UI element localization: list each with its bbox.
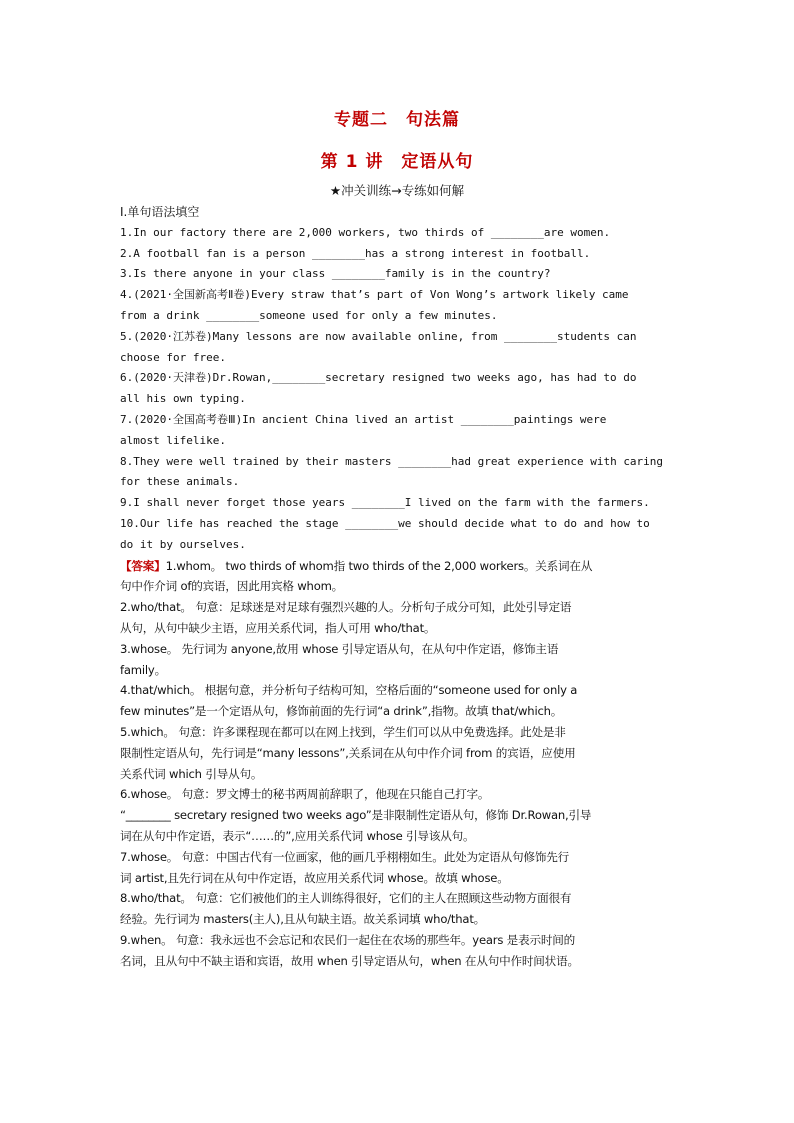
question-line: all his own typing.	[120, 392, 246, 406]
answer-line: 句中作介词 of的宾语，因此用宾格 whom。	[120, 579, 344, 594]
answer-line: family。	[120, 662, 166, 677]
topic-title: 专题二 句法篇	[334, 110, 460, 130]
answer-line: 经验。先行词为 masters(主人),且从句缺主语。故关系词填 who/that。	[120, 912, 486, 927]
answer-text: 1.whom。 two thirds of whom指 two thirds of the 2,000 workers。关系词在从	[165, 558, 593, 573]
answer-line: 3.whose。 先行词为 anyone,故用 whose 引导定语从句，在从句中作定语，修饰主语	[120, 641, 559, 656]
answer-line: 6.whose。 句意：罗文博士的秘书两周前辞职了，他现在只能自己打字。	[120, 787, 490, 802]
question-line: almost lifelike.	[120, 433, 226, 447]
question-line: 2.A football fan is a person ________has a strong interest in football.	[120, 246, 591, 260]
question-line: from a drink ________someone used for only a few minutes.	[120, 308, 498, 322]
answer-line: 4.that/which。 根据句意，并分析句子结构可知，空格后面的“someone used for only a	[120, 683, 578, 698]
question-line: 9.I shall never forget those years ________I lived on the farm with the farmers.	[120, 496, 650, 510]
answer-line: 词在从句中作定语，表示“……的”,应用关系代词 whose 引导该从句。	[120, 828, 475, 843]
question-line: 6.(2020·天津卷)Dr.Rowan,________secretary resigned two weeks ago, has had to do	[120, 371, 637, 385]
question-line: do it by ourselves.	[120, 537, 246, 551]
answer-line	[120, 556, 676, 577]
tagline: ★冲关训练→专练如何解	[329, 183, 465, 198]
answer-line: 7.whose。 句意：中国古代有一位画家，他的画几乎栩栩如生。此处为定语从句修饰先行	[120, 849, 570, 864]
answer-line: 从句，从句中缺少主语，应用关系代词，指人可用 who/that。	[120, 620, 436, 635]
answer-section	[120, 556, 676, 972]
answer-line: 2.who/that。 句意：足球迷是对足球有强烈兴趣的人。分析句子成分可知，此处引导定语	[120, 600, 572, 615]
answer-line: 关系代词 which 引导从句。	[120, 766, 263, 781]
section-heading: Ⅰ.单句语法填空	[120, 205, 200, 219]
answer-line: 8.who/that。 句意：它们被他们的主人训练得很好，它们的主人在照顾这些动物方面很有	[120, 891, 572, 906]
question-line: choose for free.	[120, 350, 226, 364]
question-line: 10.Our life has reached the stage ________we should decide what to do and how to	[120, 516, 650, 530]
answer-line: 5.which。 句意：许多课程现在都可以在网上找到，学生们可以从中免费选择。此处是非	[120, 724, 566, 739]
question-line: 5.(2020·江苏卷)Many lessons are now available online, from ________students can	[120, 329, 637, 343]
question-line: 3.Is there anyone in your class ________family is in the country?	[120, 267, 551, 281]
answer-line: “________ secretary resigned two weeks ago”是非限制性定语从句，修饰 Dr.Rowan,引导	[120, 808, 592, 823]
answer-line: 限制性定语从句，先行词是“many lessons”,关系词在从句中作介词 from 的宾语，应使用	[120, 745, 576, 760]
question-list	[120, 223, 676, 556]
content-body	[120, 202, 676, 971]
answer-line: 名词，且从句中不缺主语和宾语，故用 when 引导定语从句，when 在从句中作时间状语。	[120, 953, 579, 968]
question-line: for these animals.	[120, 475, 240, 489]
answer-line: few minutes”是一个定语从句，修饰前面的先行词“a drink”,指物。故填 that/which。	[120, 704, 563, 719]
question-line: 4.(2021·全国新高考Ⅱ卷)Every straw that’s part of Von Wong’s artwork likely came	[120, 288, 629, 302]
question-line: 1.In our factory there are 2,000 workers, two thirds of ________are women.	[120, 225, 611, 239]
answer-line: 9.when。 句意：我永远也不会忘记和农民们一起住在农场的那些年。years 是表示时间的	[120, 932, 576, 947]
answer-tag: 【答案】	[120, 558, 166, 573]
lesson-title: 第 1 讲 定语从句	[320, 152, 474, 172]
question-line: 7.(2020·全国高考卷Ⅲ)In ancient China lived an artist ________paintings were	[120, 412, 607, 426]
answer-line: 词 artist,且先行词在从句中作定语，故应用关系代词 whose。故填 whose。	[120, 870, 509, 885]
question-line: 8.They were well trained by their masters ________had great experience with caring	[120, 454, 664, 468]
